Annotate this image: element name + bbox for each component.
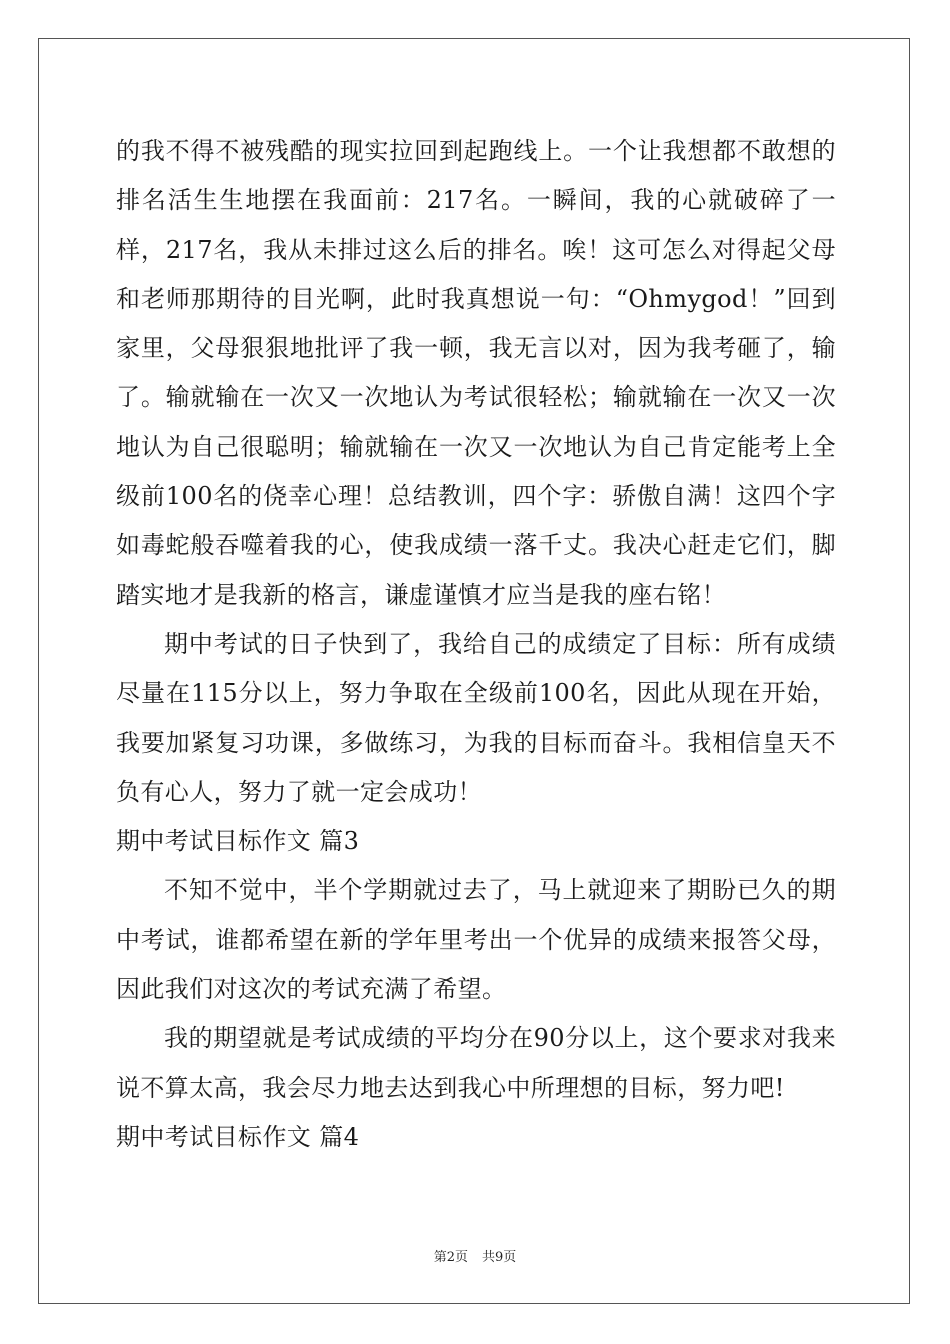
page-number: 第2页 bbox=[433, 1250, 468, 1265]
page-footer bbox=[0, 1246, 950, 1265]
paragraph-4: 我的期望就是考试成绩的平均分在90分以上，这个要求对我来说不算太高，我会尽力地去达到我心中所理想的目标，努力吧! bbox=[116, 1024, 836, 1102]
page-total: 共9页 bbox=[482, 1250, 517, 1265]
paragraph-2: 期中考试的日子快到了，我给自己的成绩定了目标：所有成绩尽量在115分以上，努力争取在全级前100名，因此从现在开始，我要加紧复习功课，多做练习，为我的目标而奋斗。我相信皇天不负有心人，努力了就一定会成功！ bbox=[116, 629, 836, 806]
paragraph-1: 的我不得不被残酷的现实拉回到起跑线上。一个让我想都不敢想的排名活生生地摆在我面前：217名。一瞬间，我的心就破碎了一样，217名，我从未排过这么后的排名。唉！这可怎么对得起父母和老师那期待的目光啊，此时我真想说一句：“Ohmygod！”回到家里，父母狠狠地批评了我一顿，我无言以对，因为我考砸了，输了。输就输在一次又一次地认为考试很轻松；输就输在一次又一次地认为自己很聪明；输就输在一次又一次地认为自己肯定能考上全级前100名的侥幸心理！总结教训，四个字：骄傲自满！这四个字如毒蛇般吞噬着我的心，使我成绩一落千丈。我决心赶走它们，脚踏实地才是我新的格言，谦虚谨慎才应当是我的座右铭！ bbox=[116, 137, 836, 609]
paragraph-3: 不知不觉中，半个学期就过去了，马上就迎来了期盼已久的期中考试，谁都希望在新的学年里考出一个优异的成绩来报答父母，因此我们对这次的考试充满了希望。 bbox=[116, 876, 836, 1004]
section-heading-3: 期中考试目标作文 篇3 bbox=[116, 827, 360, 856]
document-body bbox=[116, 127, 836, 1162]
section-heading-4: 期中考试目标作文 篇4 bbox=[116, 1122, 360, 1151]
